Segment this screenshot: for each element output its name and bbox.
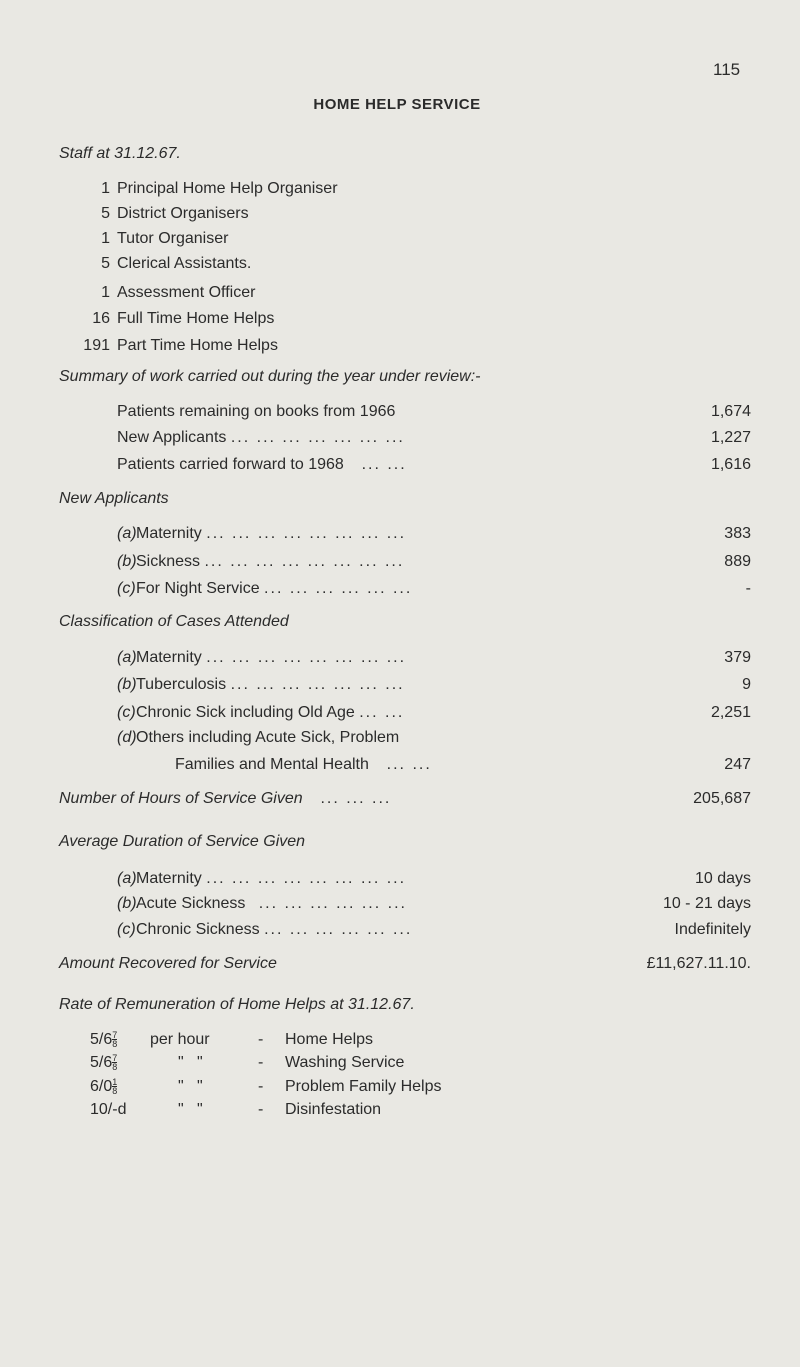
rate-unit: " " — [178, 1101, 203, 1118]
item-value: Indefinitely — [674, 921, 751, 938]
fraction-num: 7 — [112, 1053, 118, 1063]
rate-base: 6/0 — [90, 1078, 113, 1095]
item-text: Tuberculosis — [136, 676, 227, 693]
rate-dash: - — [258, 1054, 264, 1071]
fraction-num: 1 — [112, 1077, 118, 1087]
leader-dots: ... ... — [359, 704, 405, 721]
page-title-text: HOME HELP SERVICE — [313, 96, 481, 113]
fraction-num: 7 — [112, 1030, 118, 1040]
summary-label: New Applicants — [117, 429, 227, 446]
item-letter: (a) — [117, 649, 137, 666]
item-label — [136, 525, 406, 543]
duration-heading: Average Duration of Service Given — [59, 833, 306, 850]
item-value: 10 days — [694, 870, 751, 887]
item-label — [136, 553, 404, 571]
leader-dots: ... ... ... ... ... ... ... ... — [206, 525, 407, 542]
leader-dots: ... ... ... ... ... ... ... — [230, 676, 405, 693]
leader-dots: ... ... ... ... ... ... ... ... — [206, 870, 407, 887]
item-text: Chronic Sickness — [136, 921, 260, 938]
summary-value: 1,227 — [710, 429, 751, 446]
hours-label: Number of Hours of Service Given — [59, 790, 303, 807]
staff-desc: District Organisers — [117, 205, 249, 222]
rate-dash: - — [258, 1031, 264, 1048]
hours-row — [59, 790, 391, 808]
item-text: Maternity — [136, 870, 202, 887]
item-letter: (b) — [117, 895, 137, 912]
fraction-den: 8 — [112, 1086, 118, 1096]
rate-unit: " " — [178, 1078, 203, 1095]
summary-value: 1,616 — [710, 456, 751, 473]
item-value: 2,251 — [710, 704, 751, 721]
item-letter: (c) — [117, 921, 136, 938]
item-label — [136, 676, 405, 694]
staff-count: 1 — [101, 180, 110, 197]
item-letter: (c) — [117, 580, 136, 597]
item-value: 9 — [742, 676, 751, 693]
item-text: Chronic Sick including Old Age — [136, 704, 355, 721]
staff-count: 16 — [92, 310, 110, 327]
rate-desc: Disinfestation — [285, 1101, 382, 1118]
rate-unit: per hour — [150, 1031, 210, 1048]
rate-dash: - — [258, 1078, 264, 1095]
rate-value — [90, 1031, 117, 1049]
summary-row-label — [117, 429, 405, 447]
staff-desc: Full Time Home Helps — [117, 310, 275, 327]
staff-desc: Clerical Assistants. — [117, 255, 252, 272]
rate-fraction — [112, 1031, 117, 1048]
hours-value: 205,687 — [693, 790, 751, 807]
item-value: - — [745, 580, 751, 597]
fraction-den: 8 — [112, 1062, 118, 1072]
item-value: 379 — [724, 649, 751, 666]
new-applicants-heading: New Applicants — [59, 490, 169, 507]
summary-row-label — [117, 456, 407, 474]
staff-desc: Assessment Officer — [117, 284, 256, 301]
staff-desc: Part Time Home Helps — [117, 337, 278, 354]
amount-value: £11,627.11.10. — [646, 955, 751, 972]
rate-desc: Home Helps — [285, 1031, 374, 1048]
rate-unit: " " — [178, 1054, 203, 1071]
rate-fraction — [112, 1078, 117, 1095]
item-label — [136, 704, 404, 722]
rate-value — [90, 1078, 117, 1096]
summary-label: Patients carried forward to 1968 — [117, 456, 344, 473]
staff-desc: Tutor Organiser — [117, 230, 229, 247]
item-letter: (d) — [117, 729, 137, 746]
item-text: Sickness — [136, 553, 201, 570]
staff-heading: Staff at 31.12.67. — [59, 145, 181, 162]
amount-label: Amount Recovered for Service — [59, 955, 277, 972]
item-text: Acute Sickness — [136, 895, 246, 912]
rate-base: 5/6 — [90, 1031, 113, 1048]
rate-value — [90, 1054, 117, 1072]
item-letter: (a) — [117, 525, 137, 542]
staff-count: 1 — [101, 284, 110, 301]
leader-dots: ... ... — [361, 456, 407, 473]
classification-heading: Classification of Cases Attended — [59, 613, 289, 630]
item-text: Maternity — [136, 525, 202, 542]
leader-dots: ... ... ... ... ... ... — [264, 580, 413, 597]
staff-count: 191 — [83, 337, 110, 354]
staff-desc: Principal Home Help Organiser — [117, 180, 338, 197]
page-number: 115 — [713, 60, 741, 79]
item-label — [136, 895, 407, 913]
summary-row-label — [117, 403, 395, 421]
item-text: Families and Mental Health — [175, 756, 369, 773]
rate-desc: Problem Family Helps — [285, 1078, 442, 1095]
item-letter: (b) — [117, 676, 137, 693]
summary-heading: Summary of work carried out during the year under review:- — [59, 368, 481, 385]
item-letter: (a) — [117, 870, 137, 887]
item-label — [136, 580, 412, 598]
item-text: Others including Acute Sick, Problem — [136, 729, 400, 746]
item-continuation — [175, 756, 432, 774]
rate-desc: Washing Service — [285, 1054, 405, 1071]
item-label — [136, 870, 406, 888]
item-letter: (b) — [117, 553, 137, 570]
summary-value: 1,674 — [710, 403, 751, 420]
rate-value: 10/-d — [90, 1101, 127, 1118]
page-title — [0, 96, 800, 113]
staff-count: 5 — [101, 255, 110, 272]
item-value: 247 — [724, 756, 751, 773]
item-value: 10 - 21 days — [662, 895, 751, 912]
leader-dots: ... ... ... ... ... ... ... — [230, 429, 405, 446]
leader-dots: ... ... ... ... ... ... — [258, 895, 407, 912]
fraction-den: 8 — [112, 1039, 118, 1049]
leader-dots: ... ... ... ... ... ... ... ... — [204, 553, 405, 570]
staff-count: 5 — [101, 205, 110, 222]
leader-dots: ... ... ... ... ... ... ... ... — [206, 649, 407, 666]
rate-dash: - — [258, 1101, 264, 1118]
item-text: Maternity — [136, 649, 202, 666]
rate-base: 5/6 — [90, 1054, 113, 1071]
leader-dots: ... ... ... — [320, 790, 392, 807]
item-text: For Night Service — [136, 580, 260, 597]
rate-fraction — [112, 1054, 117, 1071]
item-value: 889 — [724, 553, 751, 570]
item-value: 383 — [724, 525, 751, 542]
leader-dots: ... ... ... ... ... ... — [264, 921, 413, 938]
item-label — [136, 649, 406, 667]
item-label — [136, 729, 399, 747]
staff-count: 1 — [101, 230, 110, 247]
leader-dots: ... ... — [386, 756, 432, 773]
remuneration-heading: Rate of Remuneration of Home Helps at 31.12.67. — [59, 996, 415, 1013]
item-label — [136, 921, 412, 939]
summary-label: Patients remaining on books from 1966 — [117, 403, 396, 420]
item-letter: (c) — [117, 704, 136, 721]
